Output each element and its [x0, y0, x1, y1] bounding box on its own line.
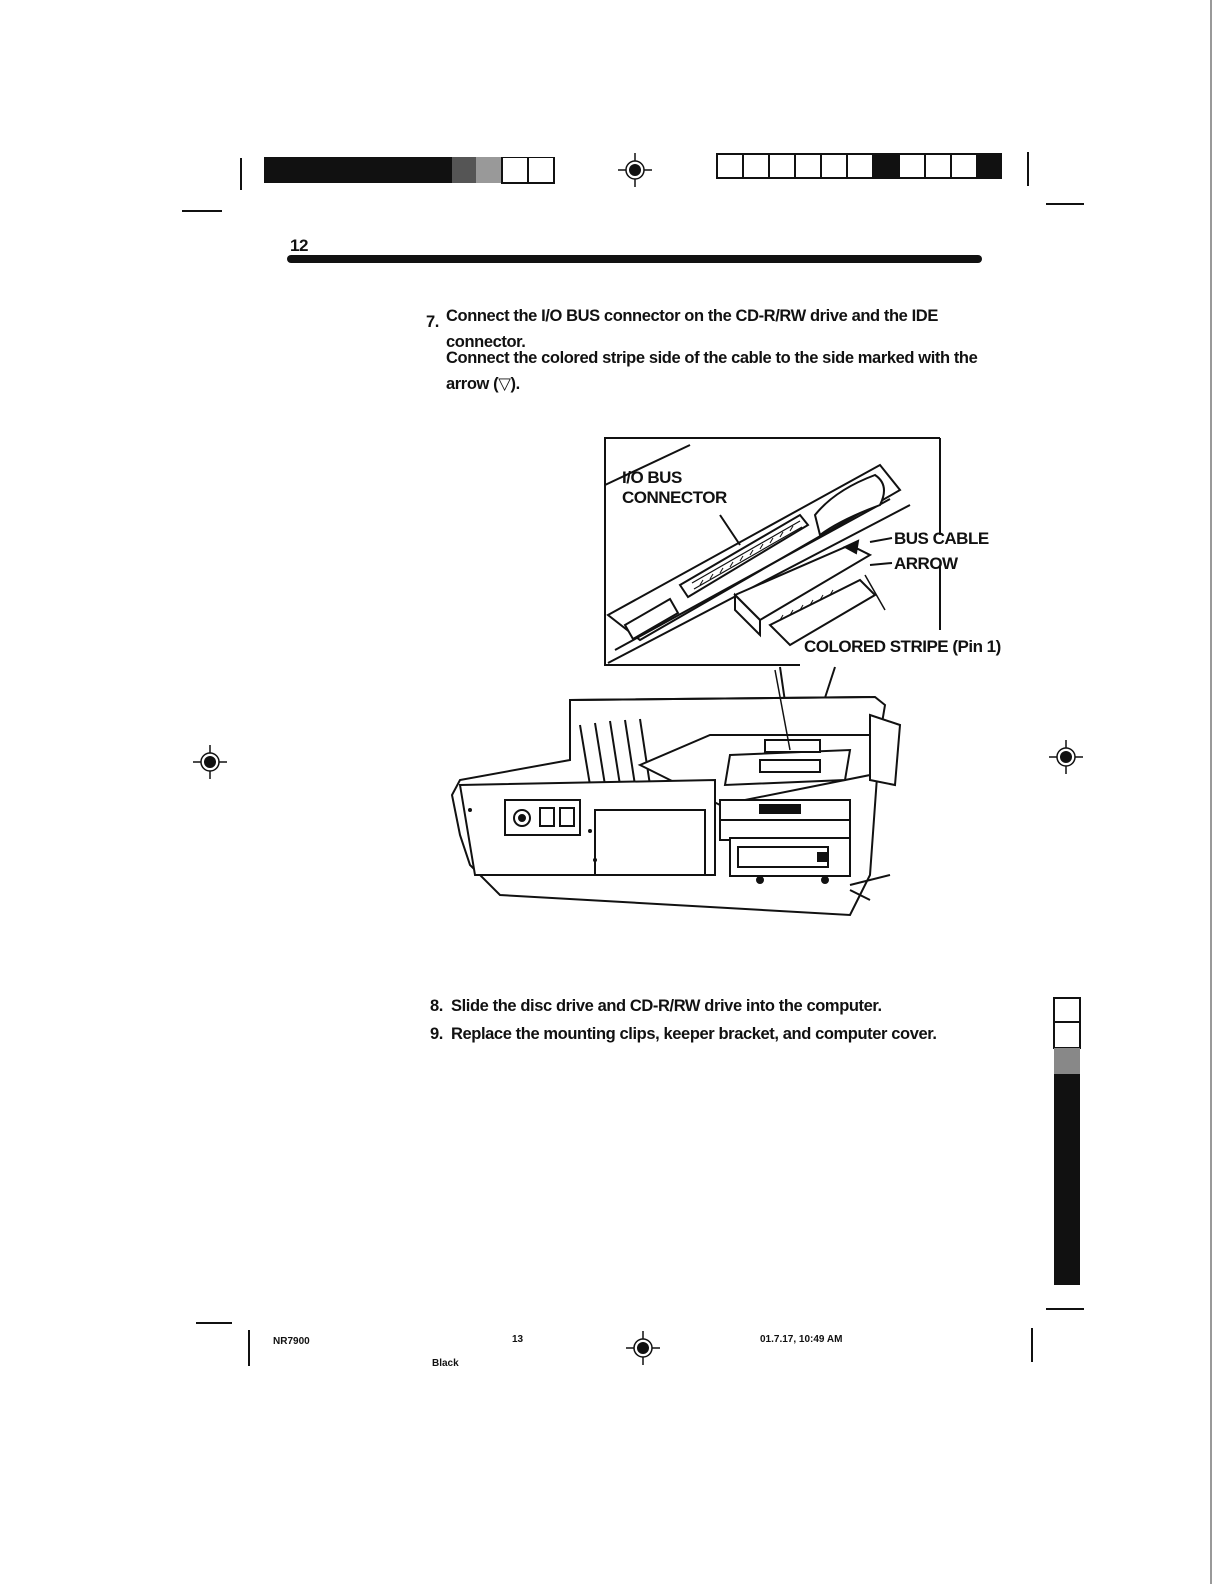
footer-sheet: 13 — [512, 1334, 524, 1345]
step-7-text-line2: connector. — [446, 333, 526, 351]
page-number: 12 — [290, 236, 309, 255]
crop-mark — [1046, 1308, 1084, 1310]
step-7-number: 7. — [426, 313, 439, 331]
registration-mark-icon — [618, 153, 652, 187]
computer-chassis — [452, 697, 900, 915]
color-bar-vertical — [1053, 997, 1083, 1287]
label-bus-cable: BUS CABLE — [894, 529, 989, 548]
step-9-number: 9. — [430, 1025, 443, 1043]
crop-mark — [182, 210, 222, 212]
registration-mark-icon — [193, 745, 227, 779]
step-8-text: Slide the disc drive and CD-R/RW drive into the computer. — [451, 997, 882, 1015]
label-arrow: ARROW — [894, 554, 958, 573]
crop-mark — [240, 158, 242, 190]
crop-mark — [1027, 152, 1029, 186]
color-bar-right — [716, 153, 1004, 181]
crop-mark — [248, 1330, 250, 1366]
figure-drive-installation — [430, 435, 1030, 925]
label-io-bus: I/O BUS — [622, 468, 682, 487]
registration-mark-icon — [1049, 740, 1083, 774]
color-bar-left — [264, 157, 558, 185]
step-7-text-line4: arrow (▽). — [446, 375, 520, 393]
crop-mark — [196, 1322, 232, 1324]
label-colored-stripe: COLORED STRIPE (Pin 1) — [804, 637, 1001, 656]
step-7-text-line3: Connect the colored stripe side of the cable to the side marked with the — [446, 349, 978, 367]
label-connector: CONNECTOR — [622, 488, 727, 507]
header-rule — [287, 255, 982, 263]
crop-mark — [1046, 203, 1084, 205]
step-7-text-line1: Connect the I/O BUS connector on the CD-R/RW drive and the IDE — [446, 307, 938, 325]
step-8-number: 8. — [430, 997, 443, 1015]
page-edge — [1210, 0, 1212, 1584]
crop-mark — [1031, 1328, 1033, 1362]
footer-timestamp: 01.7.17, 10:49 AM — [760, 1334, 843, 1345]
step-9-text: Replace the mounting clips, keeper bracket, and computer cover. — [451, 1025, 937, 1043]
footer-color: Black — [432, 1358, 459, 1369]
footer-model: NR7900 — [273, 1336, 310, 1347]
registration-mark-icon — [626, 1331, 660, 1365]
